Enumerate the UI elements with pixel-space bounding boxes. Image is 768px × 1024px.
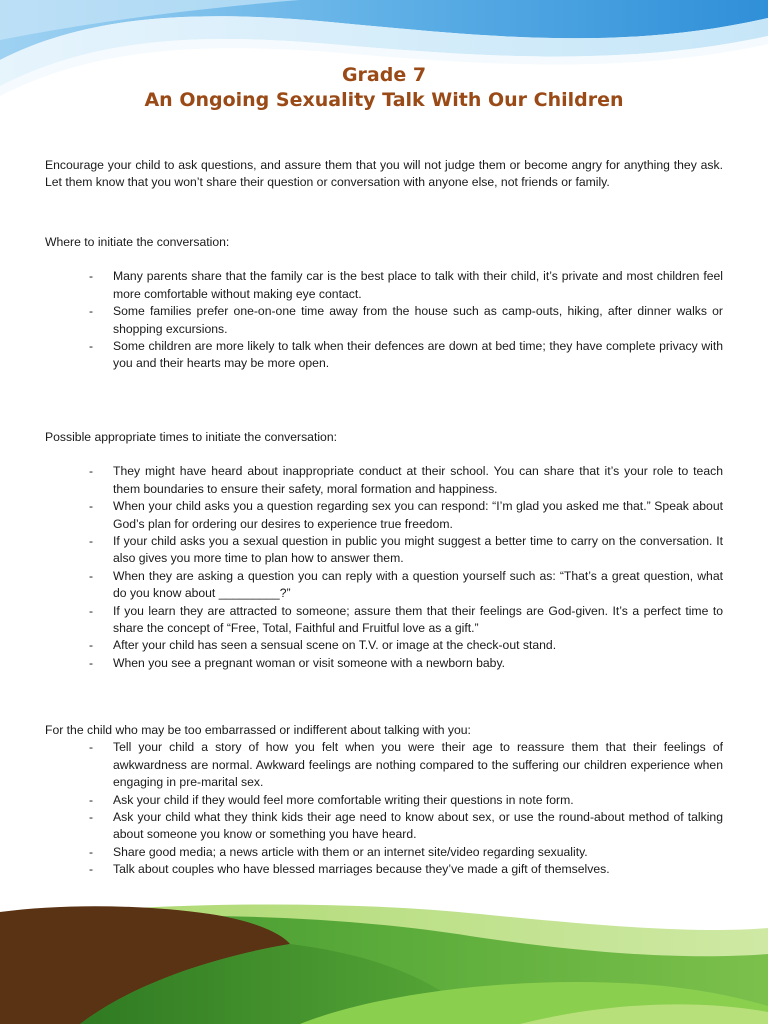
list-item: - They might have heard about inappropriate conduct at their school. You can share that it’s your role to teach them boundaries to ensure their safety, moral formation and happiness.: [45, 463, 723, 498]
section-times: [45, 429, 723, 672]
title-block: [0, 63, 768, 113]
list-item: - When you see a pregnant woman or visit someone with a newborn baby.: [45, 655, 723, 672]
section-list: [45, 739, 723, 878]
section-heading: Possible appropriate times to initiate the conversation:: [45, 430, 337, 444]
section-list: [45, 268, 723, 372]
list-item: - When they are asking a question you can reply with a question yourself such as: “That’s a great question, what do you know about _________?”: [45, 568, 723, 603]
list-item: - Many parents share that the family car is the best place to talk with their child, it’s private and most children feel more comfortable without making eye contact.: [45, 268, 723, 303]
list-item: - If you learn they are attracted to someone; assure them that their feelings are God-given. It’s a perfect time to share the concept of “Free, Total, Faithful and Fruitful love as a gift.”: [45, 603, 723, 638]
list-item: - Talk about couples who have blessed marriages because they’ve made a gift of themselves.: [45, 861, 723, 878]
list-item: - When your child asks you a question regarding sex you can respond: “I’m glad you asked me that.” Speak about God’s plan for ordering our desires to experience true freedom.: [45, 498, 723, 533]
list-item: - Share good media; a news article with them or an internet site/video regarding sexuality.: [45, 844, 723, 861]
list-item: - Some children are more likely to talk when their defences are down at bed time; they have complete privacy with you and their hearts may be more open.: [45, 338, 723, 373]
list-item: - Ask your child what they think kids their age need to know about sex, or use the round-about method of talking about someone you know or something you have heard.: [45, 809, 723, 844]
list-item: - After your child has seen a sensual scene on T.V. or image at the check-out stand.: [45, 637, 723, 654]
section-where: [45, 234, 723, 373]
list-item: - Ask your child if they would feel more comfortable writing their questions in note form.: [45, 792, 723, 809]
page-title: An Ongoing Sexuality Talk With Our Children: [144, 89, 624, 111]
section-heading: Where to initiate the conversation:: [45, 235, 230, 249]
list-item: - Some families prefer one-on-one time away from the house such as camp-outs, hiking, after dinner walks or shopping excursions.: [45, 303, 723, 338]
list-item: - If your child asks you a sexual question in public you might suggest a better time to carry on the conversation. It also gives you more time to plan how to answer them.: [45, 533, 723, 568]
section-embarrassed: [45, 722, 723, 879]
list-item: - Tell your child a story of how you felt when you were their age to reassure them that their feelings of awkwardness are normal. Awkward feelings are nothing compared to the suffering our children experience when engaging in pre-marital sex.: [45, 739, 723, 791]
grade-heading: Grade 7: [341, 64, 427, 86]
section-list: [45, 463, 723, 672]
intro-paragraph: Encourage your child to ask questions, and assure them that you will not judge them or become angry for anything they ask. Let them know that you won’t share their question or conversation with anyone else, not friends or family.: [45, 158, 723, 190]
section-heading: For the child who may be too embarrassed or indifferent about talking with you:: [45, 723, 471, 737]
intro-section: [45, 157, 723, 192]
